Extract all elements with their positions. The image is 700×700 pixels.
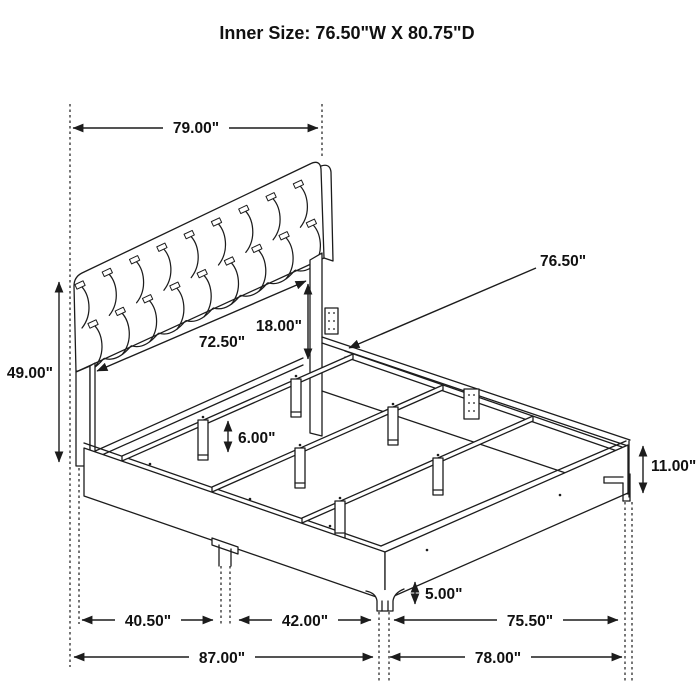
dim-inner-width: 76.50" — [540, 253, 587, 270]
bed-drawing — [74, 162, 630, 611]
dim-slat-leg-height: 6.00" — [238, 430, 276, 447]
dim-floor-clearance: 5.00" — [425, 586, 463, 603]
headboard-right-leg — [310, 253, 322, 436]
dim-headboard-width: 79.00" — [172, 120, 220, 137]
dim-side-rail-height: 11.00" — [651, 458, 697, 475]
dim-overall-depth: 87.00" — [198, 650, 246, 667]
rail-bracket — [464, 389, 479, 419]
dim-headboard-height: 49.00" — [6, 365, 53, 382]
dim-headboard-panel-height: 18.00" — [255, 318, 302, 335]
diagram-title: Inner Size: 76.50"W X 80.75"D — [219, 23, 475, 43]
dim-center-leg-to-foot: 42.00" — [281, 613, 329, 630]
dim-headboard-panel-width: 72.50" — [198, 334, 246, 351]
dim-foot-span: 75.50" — [506, 613, 554, 630]
dim-head-to-center-leg: 40.50" — [124, 613, 172, 630]
dimension-annotations — [7, 104, 696, 682]
front-foot — [366, 589, 404, 611]
headboard-bracket — [325, 308, 338, 334]
dim-overall-width: 78.00" — [474, 650, 522, 667]
